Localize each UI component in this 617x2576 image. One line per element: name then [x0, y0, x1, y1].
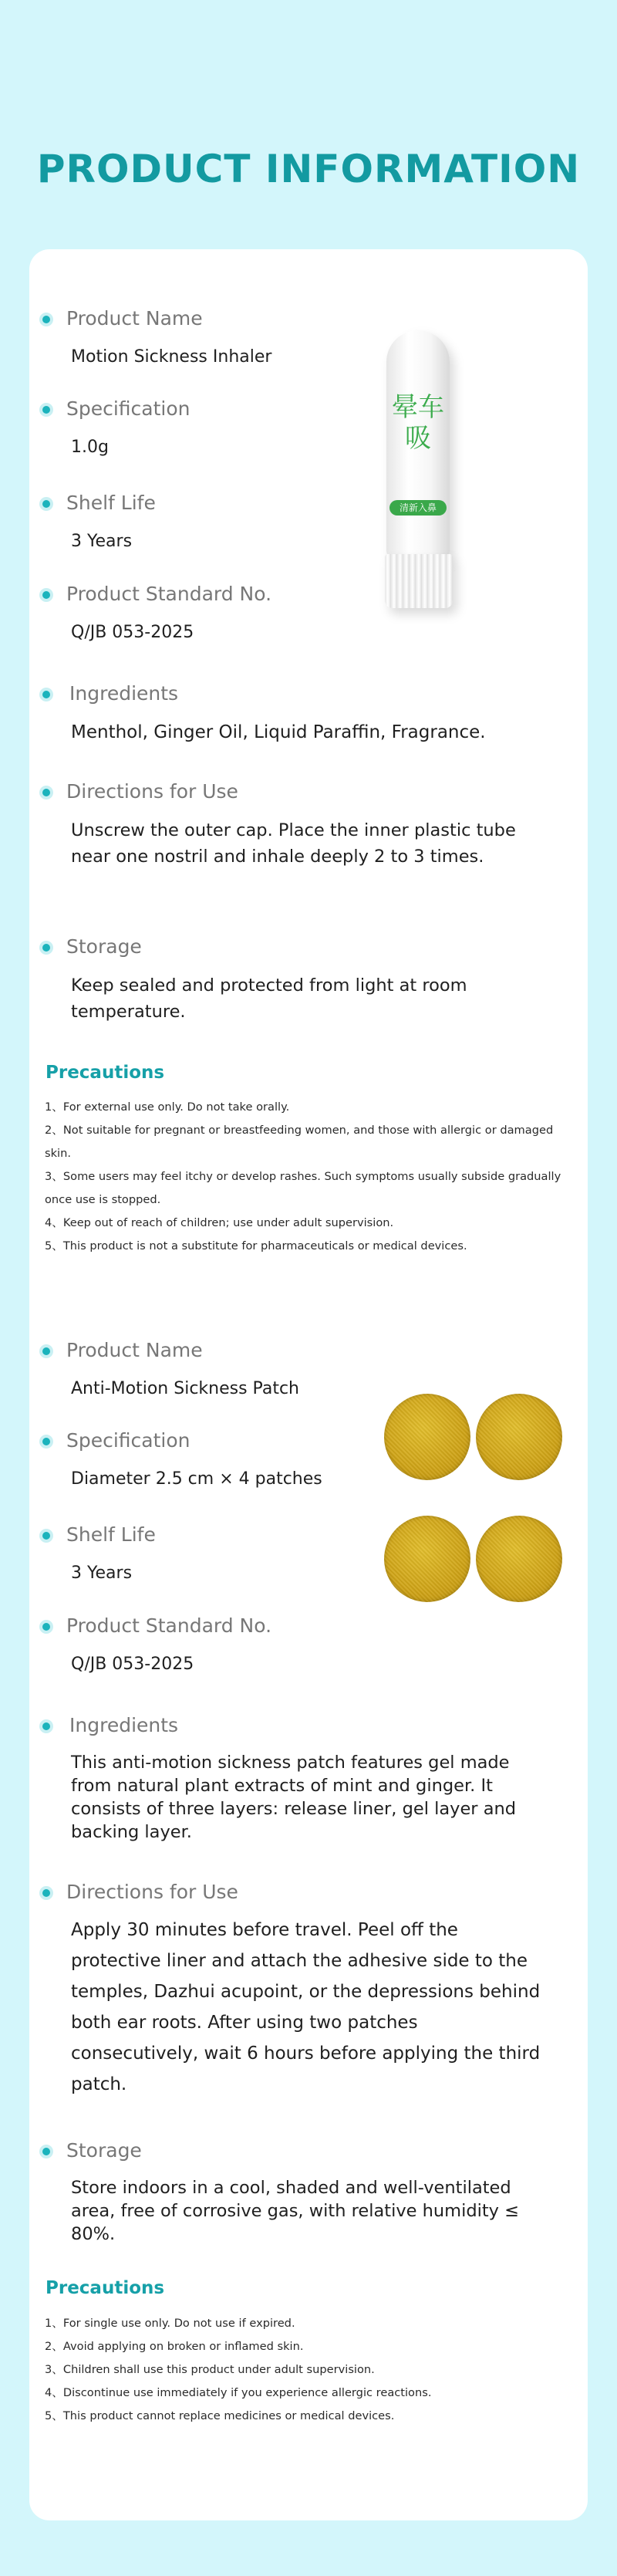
patch-precautions-list [45, 2312, 561, 2428]
patch-standard-value: Q/JB 053-2025 [71, 1655, 194, 1674]
patch-ingredients-label: Ingredients [69, 1714, 179, 1736]
precaution-item: 4、Keep out of reach of children; use under adult supervision. [45, 1216, 394, 1229]
inhaler-precautions-list [45, 1096, 561, 1258]
patch-image [476, 1394, 562, 1480]
bullet-icon [42, 789, 50, 796]
precaution-item: 3、Children shall use this product under adult supervision. [45, 2363, 375, 2376]
patch-storage-value: Store indoors in a cool, shaded and well-ventilated area, free of corrosive gas, with relative humidity ≤ 80%. [71, 2178, 520, 2244]
inhaler-storage-value: Keep sealed and protected from light at room temperature. [71, 975, 467, 1022]
inhaler-image-tag: 清新入鼻 [389, 500, 447, 516]
inhaler-product-image [382, 330, 474, 624]
inhaler-shelf-value: 3 Years [71, 532, 133, 551]
inhaler-directions-value: Unscrew the outer cap. Place the inner plastic tube near one nostril and inhale deeply 2 to 3 times. [71, 820, 516, 867]
precaution-item: 1、For external use only. Do not take orally. [45, 1100, 290, 1114]
inhaler-standard-label: Product Standard No. [66, 583, 272, 605]
patch-image [384, 1516, 470, 1602]
bullet-icon [42, 2148, 50, 2155]
precaution-item: 1、For single use only. Do not use if expired. [45, 2317, 295, 2330]
inhaler-spec-value: 1.0g [71, 438, 109, 457]
patch-name-label: Product Name [66, 1339, 203, 1361]
patch-directions-label: Directions for Use [66, 1881, 238, 1903]
bullet-icon [42, 1438, 50, 1445]
precaution-item: 5、This product cannot replace medicines or medical devices. [45, 2409, 395, 2422]
patch-shelf-value: 3 Years [71, 1564, 133, 1583]
patch-spec-label: Specification [66, 1429, 190, 1452]
inhaler-image-text: 晕车吸 [392, 392, 444, 454]
precaution-item: 3、Some users may feel itchy or develop rashes. Such symptoms usually subside gradually once use is stopped. [45, 1170, 561, 1206]
bullet-icon [42, 316, 50, 323]
inhaler-spec-label: Specification [66, 397, 190, 420]
patch-standard-label: Product Standard No. [66, 1614, 272, 1637]
page-title: PRODUCT INFORMATION [36, 147, 581, 191]
patch-image [476, 1516, 562, 1602]
bullet-icon [42, 406, 50, 414]
patch-spec-value: Diameter 2.5 cm × 4 patches [71, 1469, 322, 1489]
patch-storage-label: Storage [66, 2139, 142, 2162]
precaution-item: 4、Discontinue use immediately if you experience allergic reactions. [45, 2386, 432, 2399]
precaution-item: 5、This product is not a substitute for pharmaceuticals or medical devices. [45, 1239, 467, 1253]
bullet-icon [42, 1623, 50, 1631]
patch-ingredients-value: This anti-motion sickness patch features gel made from natural plant extracts of mint and ginger. It consists of three layers: release liner, gel layer and backing layer. [71, 1753, 517, 1842]
patch-directions-value: Apply 30 minutes before travel. Peel off the protective liner and attach the adhesive side to the temples, Dazhui acupoint, or the depressions behind both ear roots. After using two patches consecutively, wait 6 hours before applying the third patch. [71, 1920, 541, 2094]
bullet-icon [42, 1722, 50, 1730]
precaution-item: 2、Avoid applying on broken or inflamed skin. [45, 2340, 304, 2353]
bullet-icon [42, 1532, 50, 1540]
bullet-icon [42, 1889, 50, 1897]
patch-name-value: Anti-Motion Sickness Patch [71, 1379, 299, 1398]
inhaler-precautions-title: Precautions [46, 1063, 165, 1083]
bullet-icon [42, 500, 50, 508]
patch-shelf-label: Shelf Life [66, 1523, 156, 1546]
precaution-item: 2、Not suitable for pregnant or breastfeeding women, and those with allergic or damaged skin. [45, 1124, 554, 1160]
inhaler-ingredients-value: Menthol, Ginger Oil, Liquid Paraffin, Fragrance. [71, 722, 486, 742]
bullet-icon [42, 1347, 50, 1355]
patch-precautions-title: Precautions [46, 2278, 165, 2298]
bullet-icon [42, 944, 50, 952]
inhaler-name-value: Motion Sickness Inhaler [71, 347, 272, 367]
inhaler-standard-value: Q/JB 053-2025 [71, 623, 194, 642]
bullet-icon [42, 591, 50, 599]
patch-image [384, 1394, 470, 1480]
inhaler-directions-label: Directions for Use [66, 780, 238, 803]
inhaler-storage-label: Storage [66, 935, 142, 958]
inhaler-shelf-label: Shelf Life [66, 492, 156, 514]
bullet-icon [42, 691, 50, 698]
inhaler-ingredients-label: Ingredients [69, 682, 179, 705]
inhaler-name-label: Product Name [66, 307, 203, 330]
